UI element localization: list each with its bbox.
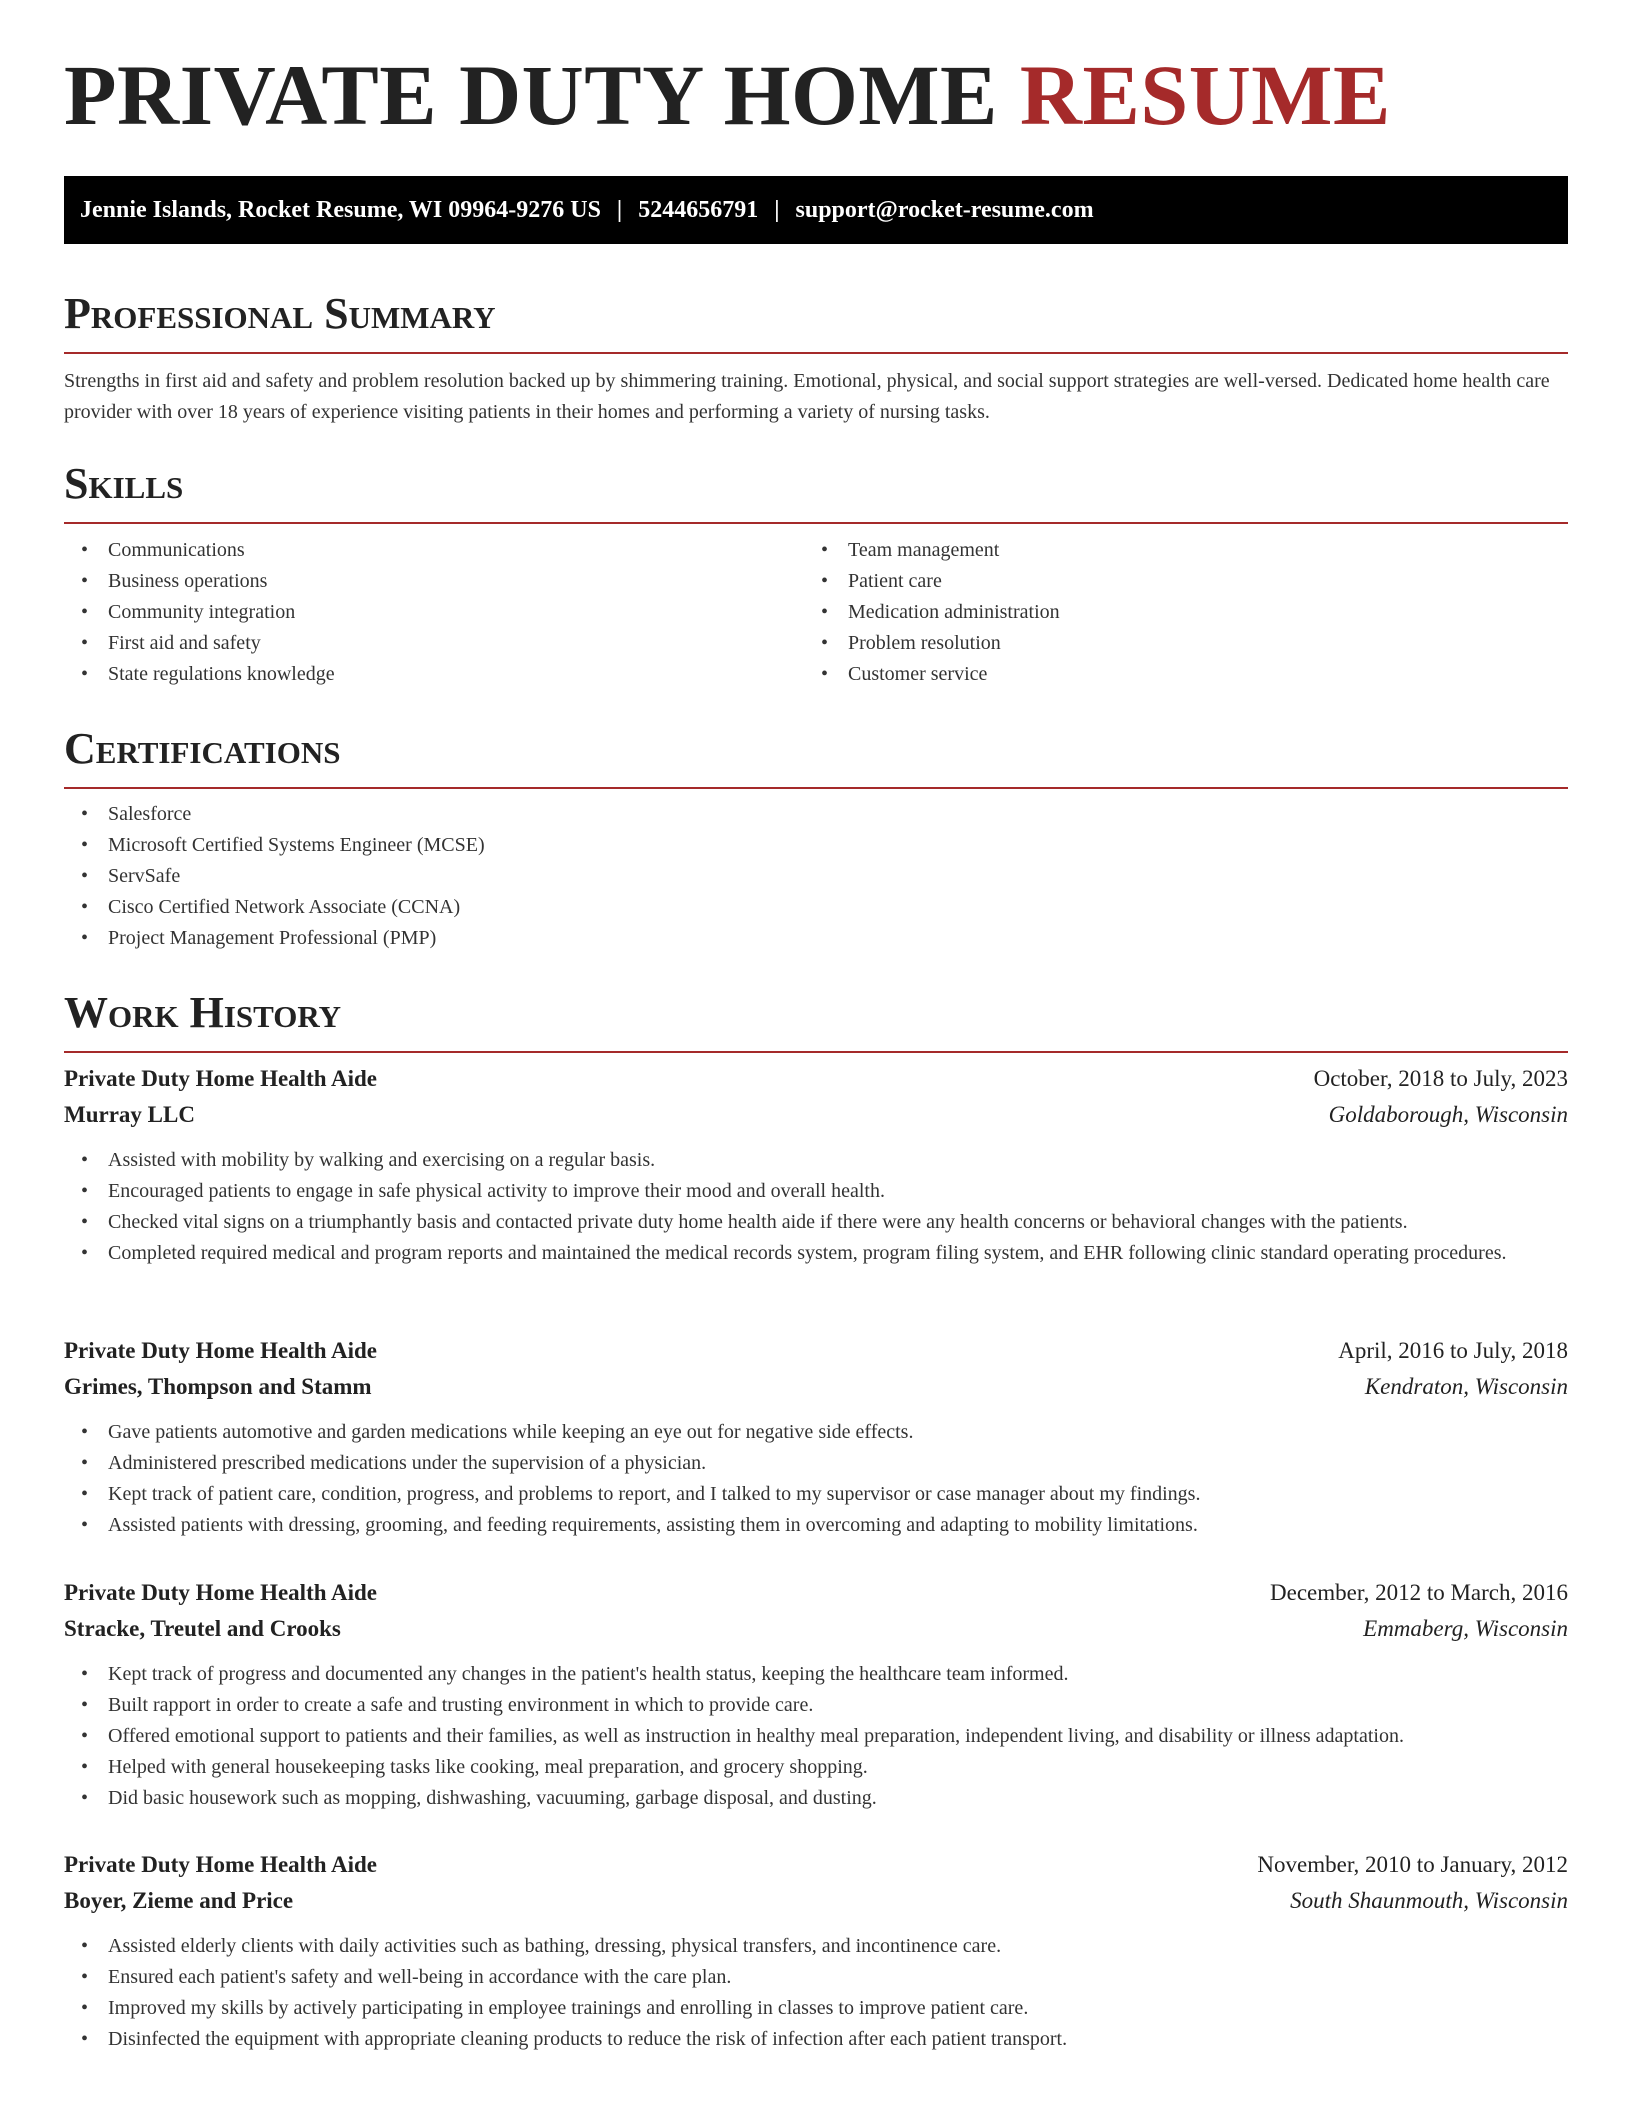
job-company: Stracke, Treutel and Crooks xyxy=(64,1616,341,1641)
job-dates: April, 2016 to July, 2018 xyxy=(1338,1338,1568,1363)
list-item: • Checked vital signs on a triumphantly basis and contacted private duty home health aide if there were any health concerns or behavioral changes with the patients. xyxy=(64,1207,1568,1238)
job-entry xyxy=(64,1333,1568,1541)
list-item: • Assisted patients with dressing, grooming, and feeding requirements, assisting them in overcoming and adapting to mobility limitations. xyxy=(64,1510,1568,1541)
job-dates: October, 2018 to July, 2023 xyxy=(1313,1066,1568,1091)
list-item: • State regulations knowledge xyxy=(64,659,804,690)
job-location: South Shaunmouth, Wisconsin xyxy=(1290,1888,1568,1913)
list-item: • Project Management Professional (PMP) xyxy=(64,923,1568,954)
job-entry xyxy=(64,1575,1568,1814)
job-dates: December, 2012 to March, 2016 xyxy=(1270,1580,1568,1605)
list-item: • Community integration xyxy=(64,597,804,628)
list-item: • Ensured each patient's safety and well-being in accordance with the care plan. xyxy=(64,1962,1568,1993)
list-item: • Encouraged patients to engage in safe physical activity to improve their mood and overall health. xyxy=(64,1176,1568,1207)
contact-bar xyxy=(64,176,1568,244)
contact-address: Jennie Islands, Rocket Resume, WI 09964-9276 US xyxy=(80,196,601,223)
list-item: • Disinfected the equipment with appropriate cleaning products to reduce the risk of infection after each patient transport. xyxy=(64,2024,1568,2055)
job-location: Kendraton, Wisconsin xyxy=(1364,1374,1568,1399)
job-location: Emmaberg, Wisconsin xyxy=(1363,1616,1568,1641)
job-duties xyxy=(64,1659,1568,1814)
list-item: • Offered emotional support to patients and their families, as well as instruction in healthy meal preparation, independent living, and disability or illness adaptation. xyxy=(64,1721,1568,1752)
list-item: • Patient care xyxy=(804,566,1544,597)
list-item: • Completed required medical and program reports and maintained the medical records system, program filing system, and EHR following clinic standard operating procedures. xyxy=(64,1238,1568,1269)
skills-column-right xyxy=(804,535,1544,690)
list-item: • Cisco Certified Network Associate (CCNA) xyxy=(64,892,1568,923)
job-subheader xyxy=(64,1369,1568,1405)
list-item: • Administered prescribed medications under the supervision of a physician. xyxy=(64,1448,1568,1479)
list-item: • Problem resolution xyxy=(804,628,1544,659)
list-item: • Kept track of progress and documented any changes in the patient's health status, keeping the healthcare team informed. xyxy=(64,1659,1568,1690)
job-header xyxy=(64,1575,1568,1611)
skills-list xyxy=(64,535,1568,690)
list-item: • Improved my skills by actively participating in employee trainings and enrolling in classes to improve patient care. xyxy=(64,1993,1568,2024)
job-title: Private Duty Home Health Aide xyxy=(64,1580,378,1605)
list-item: • Communications xyxy=(64,535,804,566)
list-item: • Built rapport in order to create a safe and trusting environment in which to provide care. xyxy=(64,1690,1568,1721)
contact-phone: 5244656791 xyxy=(638,196,759,223)
job-header xyxy=(64,1847,1568,1883)
job-company: Grimes, Thompson and Stamm xyxy=(64,1374,372,1399)
job-title: Private Duty Home Health Aide xyxy=(64,1852,378,1877)
title-accent: RESUME xyxy=(1019,47,1391,143)
certifications-list xyxy=(64,799,1568,954)
list-item: • Salesforce xyxy=(64,799,1568,830)
summary-heading: Professional Summary xyxy=(64,292,1568,354)
job-subheader xyxy=(64,1611,1568,1647)
list-item: • Assisted elderly clients with daily activities such as bathing, dressing, physical transfers, and incontinence care. xyxy=(64,1931,1568,1962)
list-item: • Assisted with mobility by walking and exercising on a regular basis. xyxy=(64,1145,1568,1176)
job-header xyxy=(64,1333,1568,1369)
list-item: • Microsoft Certified Systems Engineer (MCSE) xyxy=(64,830,1568,861)
work-history-heading: Work History xyxy=(64,991,1568,1053)
list-item: • Customer service xyxy=(804,659,1544,690)
job-title: Private Duty Home Health Aide xyxy=(64,1066,378,1091)
skills-column-left xyxy=(64,535,804,690)
list-item: • Medication administration xyxy=(804,597,1544,628)
job-header xyxy=(64,1061,1568,1097)
list-item: • Kept track of patient care, condition, progress, and problems to report, and I talked to my supervisor or case manager about my findings. xyxy=(64,1479,1568,1510)
job-company: Murray LLC xyxy=(64,1102,195,1127)
title-main: PRIVATE DUTY HOME xyxy=(64,47,998,143)
job-subheader xyxy=(64,1097,1568,1133)
list-item: • ServSafe xyxy=(64,861,1568,892)
list-item: • Helped with general housekeeping tasks like cooking, meal preparation, and grocery shopping. xyxy=(64,1752,1568,1783)
list-item: • First aid and safety xyxy=(64,628,804,659)
list-item: • Did basic housework such as mopping, dishwashing, vacuuming, garbage disposal, and dusting. xyxy=(64,1783,1568,1814)
contact-email[interactable]: support@rocket-resume.com xyxy=(795,196,1094,223)
contact-separator: | xyxy=(616,196,623,223)
certifications-heading: Certifications xyxy=(64,727,1568,789)
job-duties xyxy=(64,1417,1568,1541)
job-duties xyxy=(64,1931,1568,2055)
resume-title xyxy=(64,47,1391,143)
list-item: • Gave patients automotive and garden medications while keeping an eye out for negative side effects. xyxy=(64,1417,1568,1448)
job-location: Goldaborough, Wisconsin xyxy=(1328,1102,1568,1127)
list-item: • Team management xyxy=(804,535,1544,566)
job-company: Boyer, Zieme and Price xyxy=(64,1888,294,1913)
job-title: Private Duty Home Health Aide xyxy=(64,1338,378,1363)
job-duties xyxy=(64,1145,1568,1269)
skills-heading: Skills xyxy=(64,462,1568,524)
job-subheader xyxy=(64,1883,1568,1919)
summary-text: Strengths in first aid and safety and problem resolution backed up by shimmering training. Emotional, physical, and social support strategies are well-versed. Dedicated home health care provider with over 18 years of experience visiting patients in their homes and performing a variety of nursing tasks. xyxy=(64,370,1550,423)
list-item: • Business operations xyxy=(64,566,804,597)
contact-separator: | xyxy=(774,196,780,223)
job-entry xyxy=(64,1061,1568,1269)
job-entry xyxy=(64,1847,1568,2055)
job-dates: November, 2010 to January, 2012 xyxy=(1257,1852,1568,1877)
